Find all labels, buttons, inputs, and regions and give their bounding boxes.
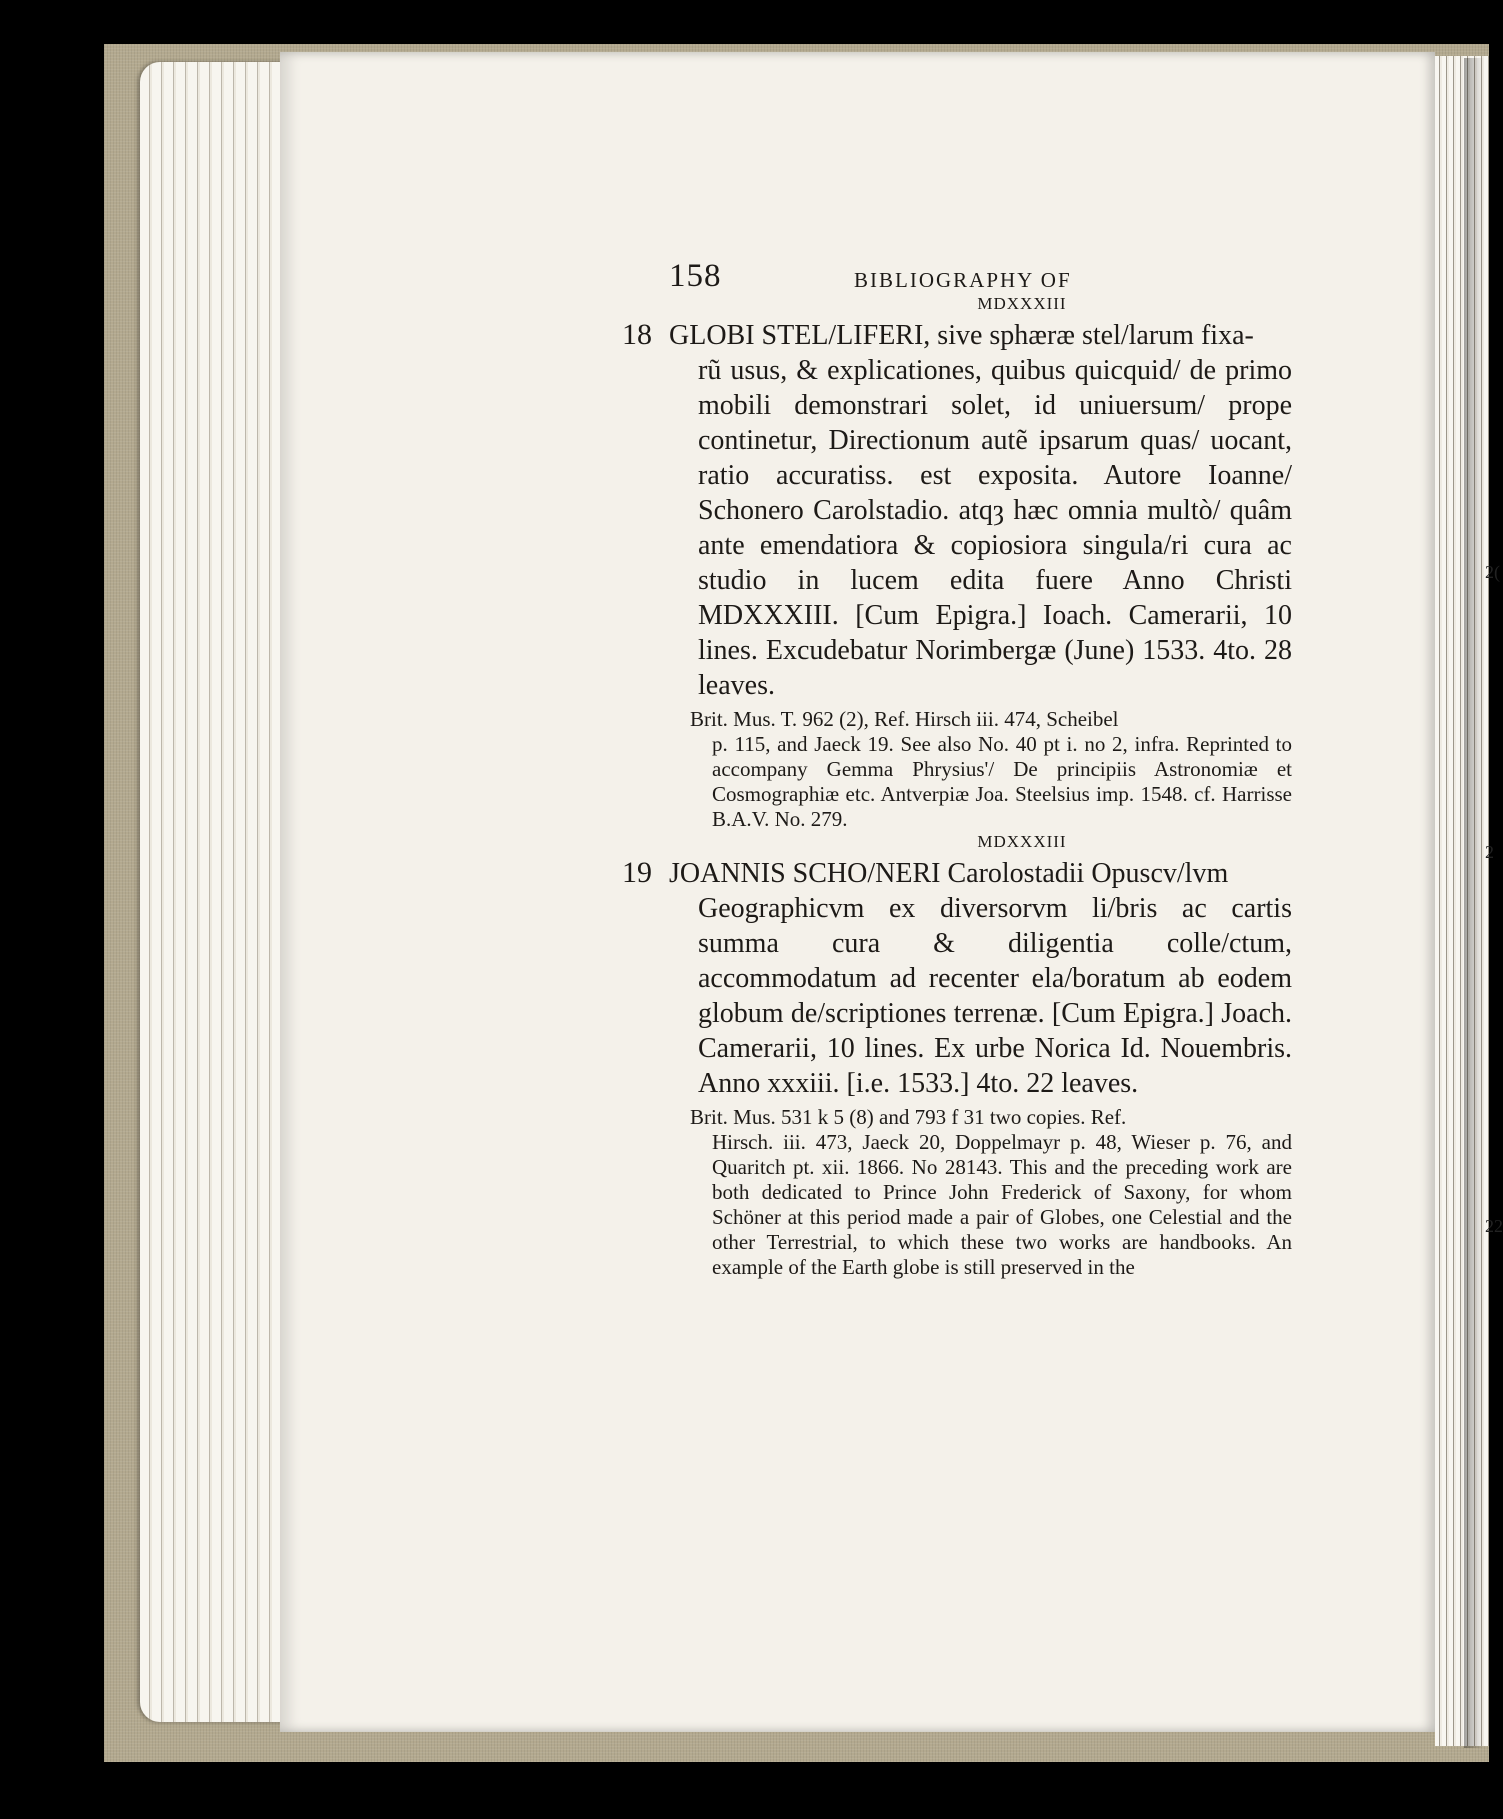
entry-title-first-line: JOANNIS SCHO/NERI Carolostadii Opuscv/lvm <box>669 858 1229 889</box>
entry-note-first-line: Brit. Mus. 531 k 5 (8) and 793 f 31 two copies. Ref. <box>690 1105 1127 1129</box>
entry-note <box>690 707 1292 832</box>
margin-mark: 2 <box>1485 842 1494 862</box>
page-edges-left <box>140 62 286 1722</box>
entry-note-continued: p. 115, and Jaeck 19. See also No. 40 pt i. no 2, infra. Reprinted to accompany Gemma Phrysius'/ De principiis Astronomiæ et Cosmographiæ etc. Antverpiæ Joa. Steelsius imp. 1548. cf. Harrisse B.A.V. No. 279. <box>712 732 1292 831</box>
entry-number: 18 <box>622 318 652 351</box>
entry-title-first-line: GLOBI STEL/LIFERI, sive sphæræ stel/larum fixa- <box>669 320 1254 351</box>
margin-mark: 22 <box>1485 1216 1503 1236</box>
entry-19 <box>622 832 1292 1280</box>
entry-year: MDXXXIII <box>977 832 1067 851</box>
entry-18 <box>622 294 1292 832</box>
page-text-block <box>622 258 1292 1280</box>
entry-title-continued: rũ usus, & explicationes, quibus quicquid/ de primo mobili demonstrari solet, id uniuersum/ prope continetur, Directionum autẽ ipsarum quas/ uocant, ratio accuratiss. est exposita. Autore Ioanne/ Schonero Carolstadio. atqȝ hæc omnia multò/ quâm ante emendatiora & copiosiora singula/ri cura ac studio in lucem edita fuere Anno Christi MDXXXIII. [Cum Epigra.] Ioach. Camerarii, 10 lines. Excudebatur Norimbergæ (June) 1533. 4to. 28 leaves. <box>698 355 1292 701</box>
page-header <box>622 258 1292 294</box>
entry-note-continued: Hirsch. iii. 473, Jaeck 20, Doppelmayr p. 48, Wieser p. 76, and Quaritch pt. xii. 1866. No 28143. This and the preceding work are both dedicated to Prince John Frederick of Saxony, for whom Schöner at this period made a pair of Globes, one Celestial and the other Terrestrial, to which these two works are handbooks. An example of the Earth globe is still preserved in the <box>712 1130 1292 1279</box>
entry <box>622 856 1292 1101</box>
page-number: 158 <box>669 258 722 294</box>
running-head: BIBLIOGRAPHY OF <box>854 268 1072 292</box>
margin-mark: 2( <box>1485 562 1500 582</box>
entry-year: MDXXXIII <box>977 294 1067 313</box>
entry-title-continued: Geographicvm ex diversorvm li/bris ac cartis summa cura & diligentia colle/ctum, accommodatum ad recenter ela/boratum ab eodem globum de/scriptiones terrenæ. [Cum Epigra.] Joach. Camerarii, 10 lines. Ex urbe Norica Id. Nouembris. Anno xxxiii. [i.e. 1533.] 4to. 22 leaves. <box>698 893 1292 1099</box>
entry-note-first-line: Brit. Mus. T. 962 (2), Ref. Hirsch iii. 474, Scheibel <box>690 707 1119 731</box>
entry-note <box>690 1105 1292 1280</box>
gutter-shadow <box>1464 58 1484 1748</box>
entry-number: 19 <box>622 856 652 889</box>
entry <box>622 318 1292 703</box>
